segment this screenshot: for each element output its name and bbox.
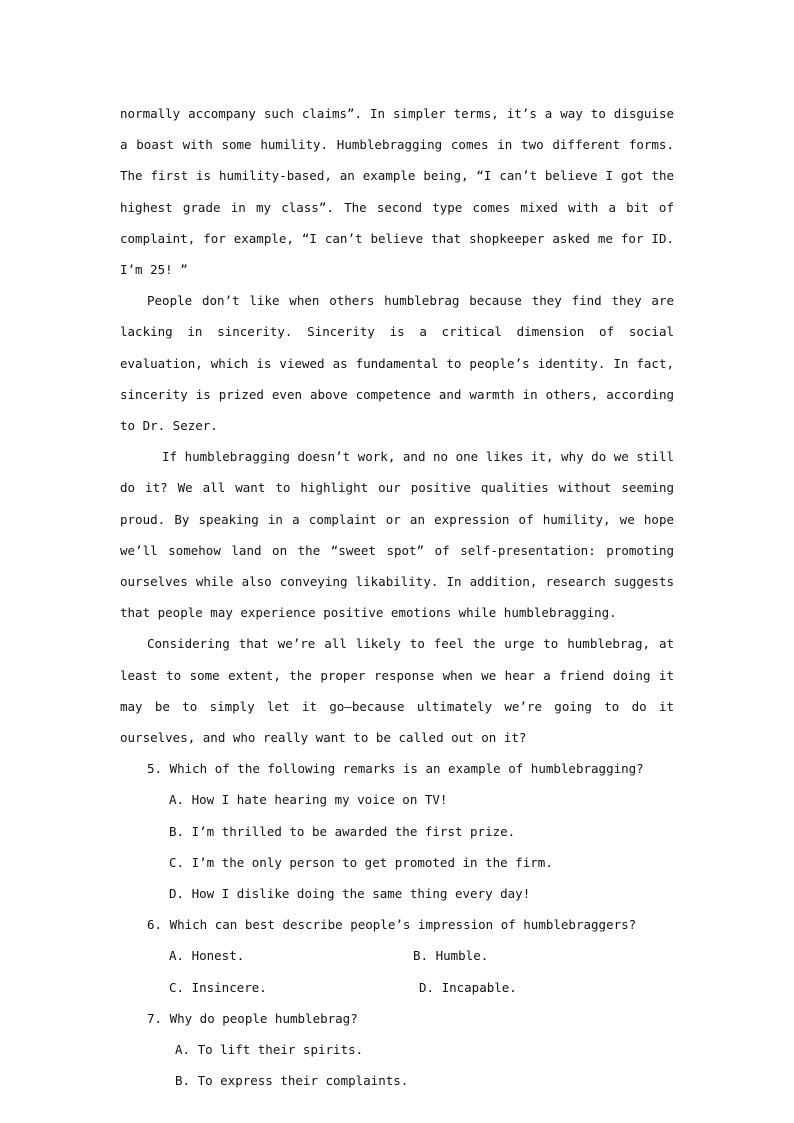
question-6-option-b: B. Humble. <box>413 948 489 964</box>
question-7-option-b: B. To express their complaints. <box>175 1073 409 1089</box>
question-5-option-b: B. I’m thrilled to be awarded the first prize. <box>169 823 516 839</box>
question-6-options-row-2 <box>120 972 674 1003</box>
passage-paragraph-2: People don’t like when others humblebrag because they find they are lacking in sincerity. Sincerity is a critical dimension of social evaluation, which is viewed as fundamental to people’s identity. In fact, sincerity is prized even above competence and warmth in others, according to Dr. Sezer. <box>120 293 674 434</box>
question-7 <box>120 1003 674 1097</box>
question-6 <box>120 909 674 1003</box>
question-6-options-row-1 <box>120 940 674 971</box>
question-6-option-c: C. Insincere. <box>169 979 267 995</box>
passage-paragraph-1: normally accompany such claims”. In simpler terms, it’s a way to disguise a boast with some humility. Humblebragging comes in two different forms. The first is humility-based, an example being, “I can’t believe I got the highest grade in my class”. The second type comes mixed with a bit of complaint, for example, “I can’t believe that shopkeeper asked me for ID. I’m 25! ” <box>120 106 674 278</box>
question-5-stem: 5. Which of the following remarks is an example of humblebragging? <box>147 761 644 777</box>
passage-paragraph-3: If humblebragging doesn’t work, and no one likes it, why do we still do it? We all want to highlight our positive qualities without seeming proud. By speaking in a complaint or an expression of humility, we hope we’ll somehow land on the “sweet spot” of self-presentation: promoting ourselves while also conveying likability. In addition, research suggests that people may experience positive emotions while humblebragging. <box>120 449 674 621</box>
question-6-stem: 6. Which can best describe people’s impression of humblebraggers? <box>147 917 637 933</box>
question-5-option-c: C. I’m the only person to get promoted in the firm. <box>169 854 553 870</box>
question-5 <box>120 753 674 909</box>
passage-paragraph-4: Considering that we’re all likely to feel the urge to humblebrag, at least to some extent, the proper response when we hear a friend doing it may be to simply let it go—because ultimately we’re going to do it ourselves, and who really want to be called out on it? <box>120 636 674 746</box>
question-7-option-a: A. To lift their spirits. <box>175 1042 364 1058</box>
question-7-stem: 7. Why do people humblebrag? <box>147 1010 358 1026</box>
document-content <box>120 98 674 1096</box>
question-6-option-d: D. Incapable. <box>419 979 517 995</box>
question-5-option-a: A. How I hate hearing my voice on TV! <box>169 792 448 808</box>
question-6-option-a: A. Honest. <box>169 948 245 964</box>
question-5-option-d: D. How I dislike doing the same thing every day! <box>169 886 531 902</box>
